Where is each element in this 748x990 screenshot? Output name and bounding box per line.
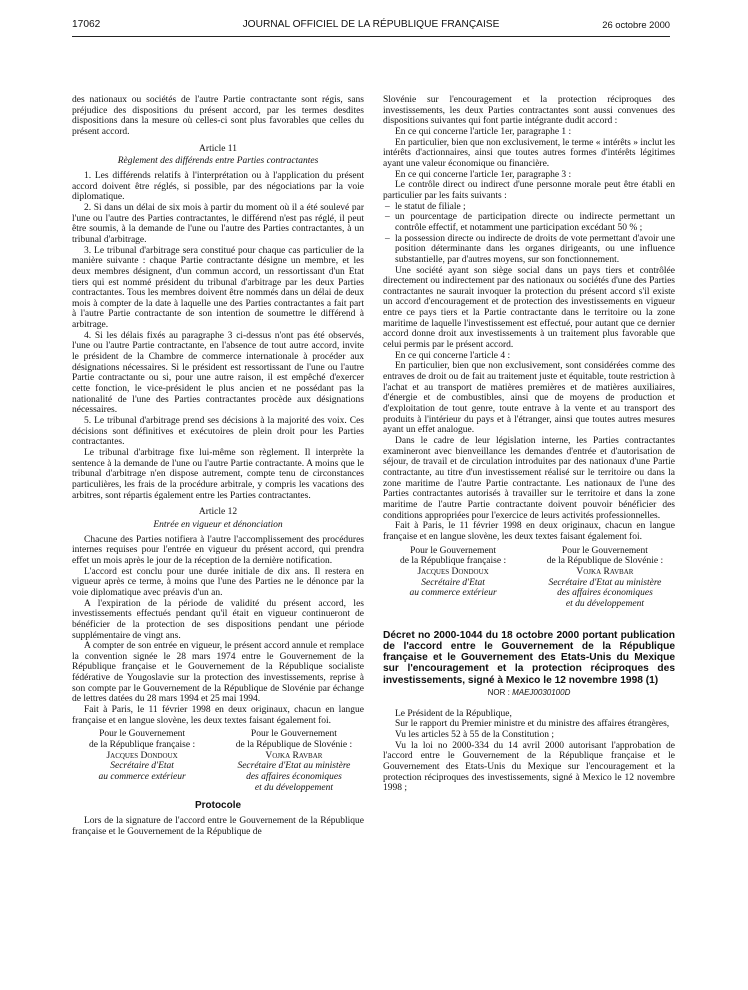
list-item: – la possession directe ou indirecte de droits de vote permettant d'avoir une position déterminante dans les organes dirigeants, ou une influence substantielle, par d'autres moyens, sur son fonctionnement.	[383, 234, 675, 266]
signatory-title: au commerce extérieur	[98, 772, 186, 783]
paragraph: 3. Le tribunal d'arbitrage sera constitué pour chaque cas particulier de la manière suivante : chaque Partie contractante désigne un membre, et les deux membres désignent, d'un commun accord, un ressortissant d'un Etat tiers qui est nommé président du tribunal d'arbitrage par les deux Parties contractantes. Tous les membres doivent être nommés dans un délai de deux mois à compter de la date à laquelle une des Parties contractantes a fait part à l'autre Partie contractante de son intention de soumettre le différend à arbitrage.	[72, 245, 364, 331]
article-11-subtitle: Règlement des différends entre Parties contractantes	[117, 156, 319, 167]
decret-title: Décret no 2000-1044 du 18 octobre 2000 portant publication de l'accord entre le Gouvernement de la République française et le Gouvernement des Etats-Unis du Mexique sur l'encouragement et la protection réciproques des investissements, signé à Mexico le 12 novembre 1998 (1)	[383, 629, 675, 686]
signature-line: Pour le Gouvernement	[561, 545, 648, 556]
signatory-name: Vojka Ravbar	[576, 566, 634, 577]
signatory-title: Secrétaire d'Etat au ministère	[548, 577, 662, 588]
paragraph: 5. Le tribunal d'arbitrage prend ses décisions à la majorité des voix. Ces décisions sont définitives et exécutoires de plein droit pour les Parties contractantes.	[72, 416, 364, 448]
list-item: – un pourcentage de participation directe ou indirecte permettant un contrôle effectif, et notamment une participation excédant 50 % ;	[383, 212, 675, 233]
paragraph: Vu la loi no 2000-334 du 14 avril 2000 autorisant l'approbation de l'accord entre le Gouvernement de la République française et le Gouvernement des Etats-Unis du Mexique sur l'encouragement et la protection réciproques des investissements, signé à Mexico le 12 novembre 1998 ;	[383, 740, 675, 794]
signature-block	[72, 729, 364, 793]
paragraph: Vu les articles 52 à 55 de la Constitution ;	[395, 729, 555, 740]
paragraph: L'accord est conclu pour une durée initiale de dix ans. Il restera en vigueur après ce terme, à moins que l'une des Parties ne le dénonce par la voie diplomatique avec préavis d'un an.	[72, 566, 364, 598]
signatory-title: et du développement	[565, 598, 644, 609]
paragraph: A l'expiration de la période de validité du présent accord, les investissements effectués pendant qu'il était en vigueur continueront de bénéficier de la protection de ses dispositions pendant une période supplémentaire de vingt ans.	[72, 598, 364, 641]
signature-line: de la République de Slovénie :	[546, 556, 664, 567]
paragraph: Fait à Paris, le 11 février 1998 en deux originaux, chacun en langue française et en langue slovène, les deux textes faisant également foi.	[383, 521, 675, 542]
protocole-title: Protocole	[194, 800, 242, 812]
signatory-title: Secrétaire d'Etat au ministère	[237, 761, 351, 772]
paragraph: En ce qui concerne l'article 4 :	[395, 350, 511, 361]
nor-reference	[383, 688, 675, 699]
paragraph: 4. Si les délais fixés au paragraphe 3 ci-dessus n'ont pas été observés, l'une ou l'autre Partie contractante, en l'absence de tout autre accord, invite le président de la Chambre de commerce internationale à procéder aux désignations nécessaires. Si le président est ressortissant de l'une ou l'autre Partie contractante ou si, pour une autre raison, il est empêché d'exercer cette fonction, le vice-président le plus ancien et ne possédant pas la nationalité de l'une des Parties contractantes procède aux désignations nécessaires.	[72, 330, 364, 416]
article-12-subtitle: Entrée en vigueur et dénonciation	[153, 519, 283, 530]
control-list	[383, 202, 675, 266]
paragraph: Sur le rapport du Premier ministre et du ministre des affaires étrangères,	[395, 719, 670, 730]
paragraph: des nationaux ou sociétés de l'autre Partie contractante sont régis, sans préjudice des dispositions du présent accord, par les termes desdites dispositions dans la mesure où celles-ci sont plus favorables que celles du présent accord.	[72, 95, 364, 137]
signatory-name: Jacques Dondoux	[417, 566, 489, 577]
signature-line: Pour le Gouvernement	[250, 729, 337, 740]
paragraph: Lors de la signature de l'accord entre le Gouvernement de la République française et le Gouvernement de la République de	[72, 816, 364, 837]
article-11-title: Article 11	[199, 143, 237, 154]
paragraph: 1. Les différends relatifs à l'interprétation ou à l'application du présent accord doivent être réglés, si possible, par des négociations par la voie diplomatique.	[72, 170, 364, 203]
signature-france	[383, 546, 523, 610]
page-header	[72, 19, 670, 33]
header-rule	[72, 36, 670, 37]
journal-title: JOURNAL OFFICIEL DE LA RÉPUBLIQUE FRANÇAISE	[242, 19, 500, 30]
nor-label: NOR :	[487, 687, 510, 697]
page-number: 17062	[72, 19, 101, 30]
signature-slovenia	[224, 729, 364, 793]
signatory-title: Secrétaire d'Etat	[421, 577, 485, 588]
signature-france	[72, 729, 212, 793]
left-column	[72, 95, 364, 837]
signatory-title: des affaires économiques	[246, 772, 342, 783]
paragraph: En ce qui concerne l'article 1er, paragraphe 1 :	[395, 126, 572, 137]
nor-code: MAEJ0030100D	[512, 687, 571, 697]
signatory-title: des affaires économiques	[557, 588, 653, 599]
publication-date: 26 octobre 2000	[602, 19, 670, 30]
paragraph: Le contrôle direct ou indirect d'une personne morale peut être établi en particulier par les faits suivants :	[383, 180, 675, 201]
paragraph: En particulier, bien que non exclusivement, sont considérées comme des entraves de droit ou de fait au traitement juste et équitable, toute restriction à l'achat et au transport de matières premières et de matières auxiliaires, d'énergie et de combustibles, ainsi que de moyens de production et d'exploitation de tout genre, toute entrave à la vente et au transport des produits à l'intérieur du pays et à l'étranger, ainsi que toutes autres mesures ayant un effet analogue.	[383, 361, 675, 436]
paragraph: Le tribunal d'arbitrage fixe lui-même son règlement. Il interprète la sentence à la demande de l'une ou l'autre Partie contractante. A moins que le tribunal d'arbitrage n'en dispose autrement, compte tenu de circonstances particulières, les frais de la procédure arbitrale, y compris les vacations des arbitres, sont répartis également entre les Parties contractantes.	[72, 448, 364, 501]
paragraph: A compter de son entrée en vigueur, le présent accord annule et remplace la convention signée le 28 mars 1974 entre le Gouvernement de la République française et le Gouvernement de la République socialiste fédérative de Yougoslavie sur la protection des investissements, reprise à son compte par le Gouvernement de la République de Slovénie par échange de lettres datées du 28 mars 1994 et 25 mai 1994.	[72, 641, 364, 705]
signature-line: de la République française :	[89, 740, 196, 751]
signatory-name: Jacques Dondoux	[106, 750, 178, 761]
signatory-title: au commerce extérieur	[409, 588, 497, 599]
paragraph: 2. Si dans un délai de six mois à partir du moment où il a été soulevé par l'une ou l'autre des Parties contractantes, le différend n'est pas réglé, il peut être soumis, à la demande de l'une ou l'autre des Parties contractantes, à un tribunal d'arbitrage.	[72, 202, 364, 245]
paragraph: En ce qui concerne l'article 1er, paragraphe 3 :	[395, 169, 572, 180]
paragraph: Chacune des Parties notifiera à l'autre l'accomplissement des procédures internes requises pour l'entrée en vigueur du présent accord, qui prendra effet un mois après le jour de la réception de la dernière notification.	[72, 534, 364, 566]
signature-block	[383, 546, 675, 610]
signature-line: Pour le Gouvernement	[99, 729, 186, 740]
signature-line: de la République française :	[400, 556, 507, 567]
signatory-name: Vojka Ravbar	[265, 750, 323, 761]
signature-line: de la République de Slovénie :	[235, 740, 353, 751]
paragraph: Slovénie sur l'encouragement et la protection réciproques des investissements, les deux Parties contractantes sont aussi convenues des dispositions suivantes qui font partie intégrante dudit accord :	[383, 95, 675, 127]
paragraph: En particulier, bien que non exclusivement, le terme « intérêts » inclut les intérêts d'actionnaires, ainsi que toutes autres formes d'intérêts légitimes ayant une valeur économique ou financière.	[383, 137, 675, 169]
signature-slovenia	[535, 546, 675, 610]
paragraph: Dans le cadre de leur législation interne, les Parties contractantes examineront avec bienveillance les demandes d'entrée et d'autorisation de séjour, de travail et de circulation introduites par des nationaux d'une Partie contractante, au titre d'un investissement réalisé sur le territoire ou dans la zone maritime de l'autre Partie contractante. Les nationaux de l'une des Parties contractantes autorisés à travailler sur le territoire et dans la zone maritime de l'autre Partie contractante doivent pouvoir bénéficier des conditions appropriées pour l'exercice de leurs activités professionnelles.	[383, 436, 675, 521]
paragraph: Fait à Paris, le 11 février 1998 en deux originaux, chacun en langue française et en langue slovène, les deux textes faisant également foi.	[72, 705, 364, 726]
signature-line: Pour le Gouvernement	[410, 545, 497, 556]
paragraph: Une société ayant son siège social dans un pays tiers et contrôlée directement ou indirectement par des nationaux ou sociétés d'une des Parties contractantes ne saurait invoquer la protection du présent accord s'il existe un accord d'encouragement et de protection des investissements en vigueur entre ce pays tiers et la Partie contractante dans le territoire ou la zone maritime de laquelle l'investissement est effectué, pour autant que ce dernier accord donne droit aux investissements à un traitement plus favorable que celui permis par le présent accord.	[383, 265, 675, 351]
right-column	[383, 95, 675, 794]
article-12-title: Article 12	[198, 507, 238, 518]
signatory-title: et du développement	[254, 782, 333, 793]
paragraph: Le Président de la République,	[395, 708, 512, 719]
list-item: – le statut de filiale ;	[383, 202, 675, 213]
signatory-title: Secrétaire d'Etat	[110, 761, 174, 772]
